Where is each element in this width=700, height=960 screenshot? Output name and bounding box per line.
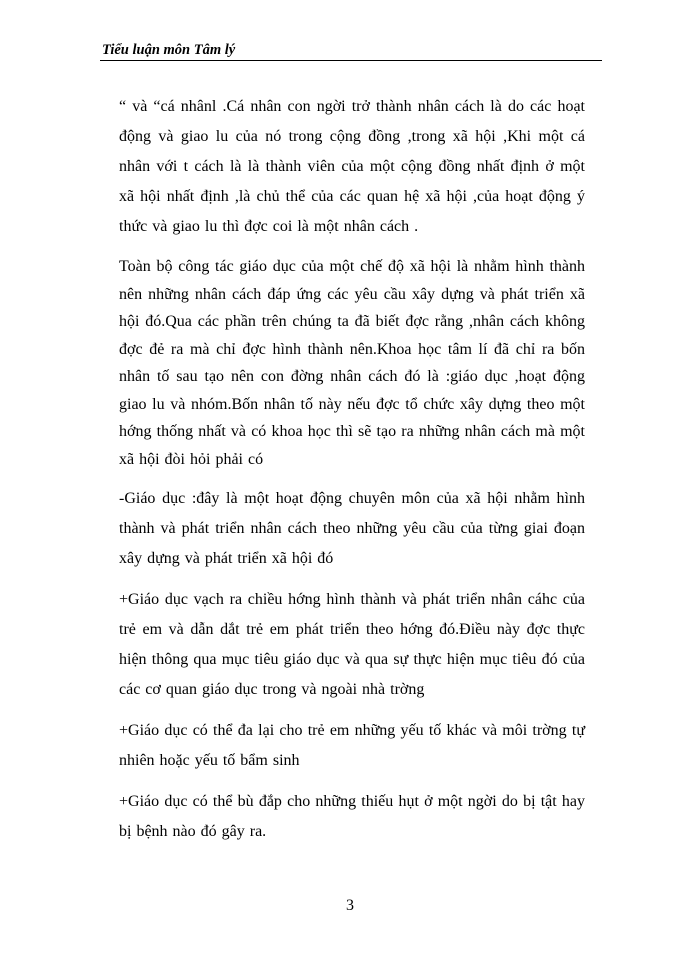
document-body bbox=[119, 92, 585, 858]
page-header bbox=[100, 38, 602, 61]
paragraph-1: “ và “cá nhânl .Cá nhân con ngời trở thành nhân cách là do các hoạt động và giao lu của nó trong cộng đồng ,trong xã hội ,Khi một cá nhân với t cách là là thành viên của một cộng đồng nhất định ở một xã hội nhất định ,là chủ thể của các quan hệ xã hội ,của hoạt động ý thức và giao lu thì đợc coi là một nhân cách . bbox=[119, 98, 585, 235]
paragraph-5: +Giáo dục có thể đa lại cho trẻ em những yếu tố khác và môi trờng tự nhiên hoặc yếu tố bẩm sinh bbox=[119, 722, 585, 769]
header-title: Tiểu luận môn Tâm lý bbox=[102, 42, 236, 58]
paragraph-3: -Giáo dục :đây là một hoạt động chuyên môn của xã hội nhằm hình thành và phát triển nhân cách theo những yêu cầu của từng giai đoạn xây dựng và phát triển xã hội đó bbox=[119, 490, 585, 567]
paragraph-2: Toàn bộ công tác giáo dục của một chế độ xã hội là nhằm hình thành nên những nhân cách đáp ứng các yêu cầu xây dựng và phát triển xã hội đó.Qua các phần trên chúng ta đã biết đợc rằng ,nhân cách không đợc đẻ ra mà chỉ đợc hình thành nên.Khoa học tâm lí đã chỉ ra bốn nhân tố sau tạo nên con đờng nhân cách đó là :giáo dục ,hoạt động giao lu và nhóm.Bốn nhân tố này nếu đợc tổ chức xây dựng theo một hớng thống nhất và có khoa học thì sẽ tạo ra những nhân cách mà một xã hội đòi hỏi phải có bbox=[119, 258, 585, 468]
paragraph-4: +Giáo dục vạch ra chiều hớng hình thành và phát triển nhân cáhc của trẻ em và dẫn dắt trẻ em phát triển theo hớng đó.Điều này đợc thực hiện thông qua mục tiêu giáo dục và qua sự thực hiện mục tiêu đó của các cơ quan giáo dục trong và ngoài nhà trờng bbox=[119, 591, 585, 698]
page-number: 3 bbox=[346, 897, 354, 914]
paragraph-6: +Giáo dục có thể bù đắp cho những thiếu hụt ở một ngời do bị tật hay bị bệnh nào đó gây ra. bbox=[119, 793, 585, 840]
